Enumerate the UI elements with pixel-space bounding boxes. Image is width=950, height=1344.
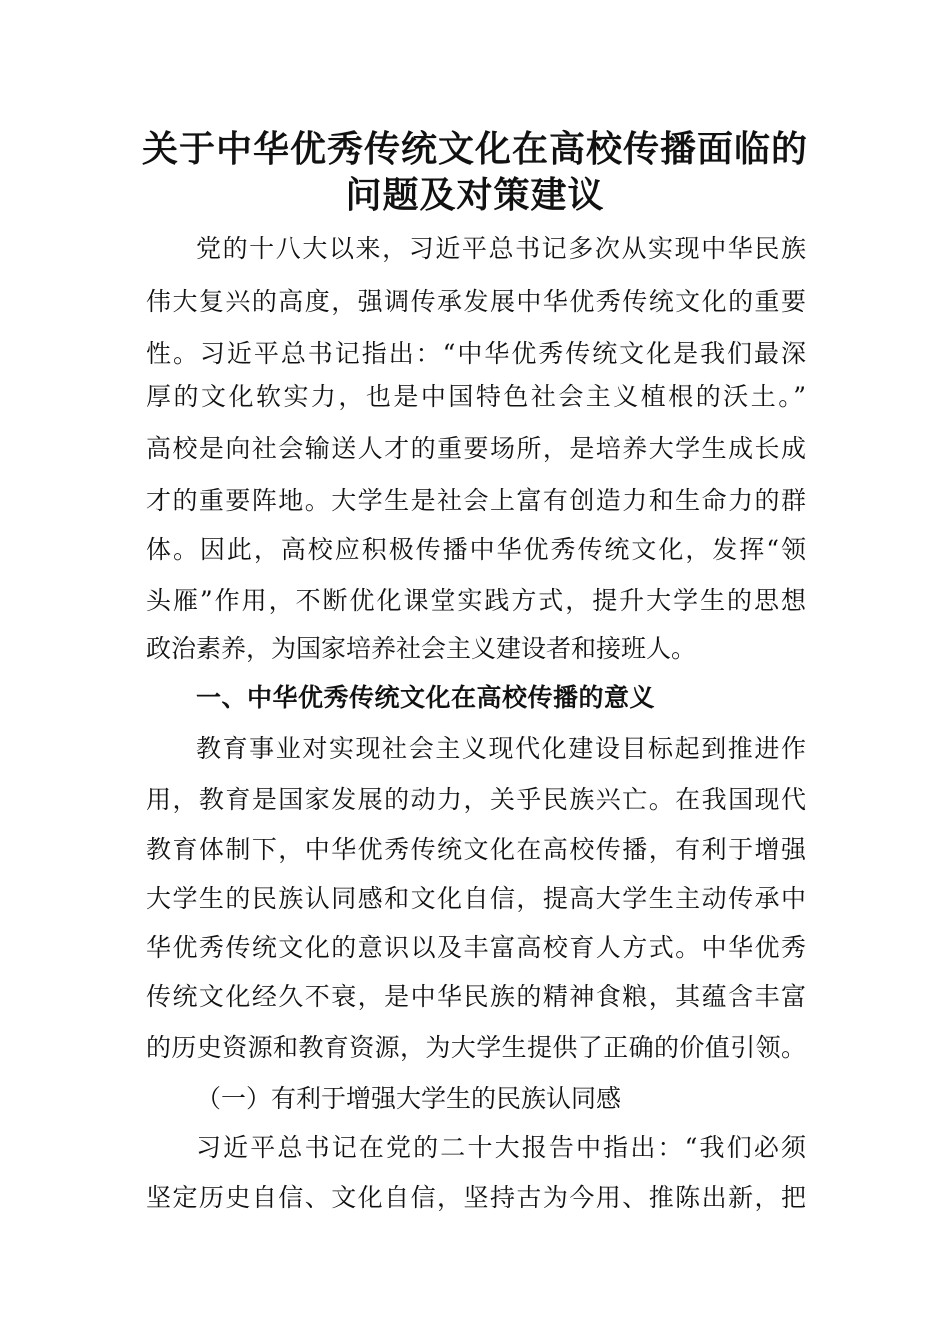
paragraph-2-line: 的历史资源和教育资源，为大学生提供了正确的价值引领。: [146, 1033, 806, 1062]
paragraph-1-line: 头雁”作用，不断优化课堂实践方式，提升大学生的思想: [146, 586, 806, 615]
paragraph-1-line: 伟大复兴的高度，强调传承发展中华优秀传统文化的重要: [146, 287, 806, 316]
paragraph-2-line: 大学生的民族认同感和文化自信，提高大学生主动传承中: [146, 884, 806, 913]
paragraph-1-line: 性。习近平总书记指出：“中华优秀传统文化是我们最深: [146, 339, 806, 368]
paragraph-1-line: 党的十八大以来，习近平总书记多次从实现中华民族: [196, 234, 806, 263]
paragraph-3-line: 坚定历史自信、文化自信，坚持古为今用、推陈出新，把: [146, 1183, 806, 1212]
document-title-line-2: 问题及对策建议: [345, 174, 605, 216]
paragraph-2-line: 教育事业对实现社会主义现代化建设目标起到推进作: [196, 734, 806, 763]
paragraph-2-line: 传统文化经久不衰，是中华民族的精神食粮，其蕴含丰富: [146, 982, 806, 1011]
paragraph-1-line: 才的重要阵地。大学生是社会上富有创造力和生命力的群: [146, 486, 806, 515]
paragraph-2-line: 华优秀传统文化的意识以及丰富高校育人方式。中华优秀: [146, 933, 806, 962]
paragraph-2-line: 教育体制下，中华优秀传统文化在高校传播，有利于增强: [146, 835, 806, 864]
paragraph-3-line: 习近平总书记在党的二十大报告中指出：“我们必须: [196, 1133, 806, 1162]
paragraph-2-line: 用，教育是国家发展的动力，关乎民族兴亡。在我国现代: [146, 785, 806, 814]
paragraph-1-line: 体。因此，高校应积极传播中华优秀传统文化，发挥“领: [146, 535, 806, 564]
paragraph-1-line: 高校是向社会输送人才的重要场所，是培养大学生成长成: [146, 434, 806, 463]
section-heading-1: 一、中华优秀传统文化在高校传播的意义: [196, 683, 656, 712]
paragraph-1-line: 厚的文化软实力，也是中国特色社会主义植根的沃土。”: [146, 382, 806, 411]
paragraph-1-line: 政治素养，为国家培养社会主义建设者和接班人。: [146, 634, 697, 663]
document-title-line-1: 关于中华优秀传统文化在高校传播面临的: [141, 128, 808, 170]
subsection-heading-1: （一）有利于增强大学生的民族认同感: [196, 1084, 622, 1113]
